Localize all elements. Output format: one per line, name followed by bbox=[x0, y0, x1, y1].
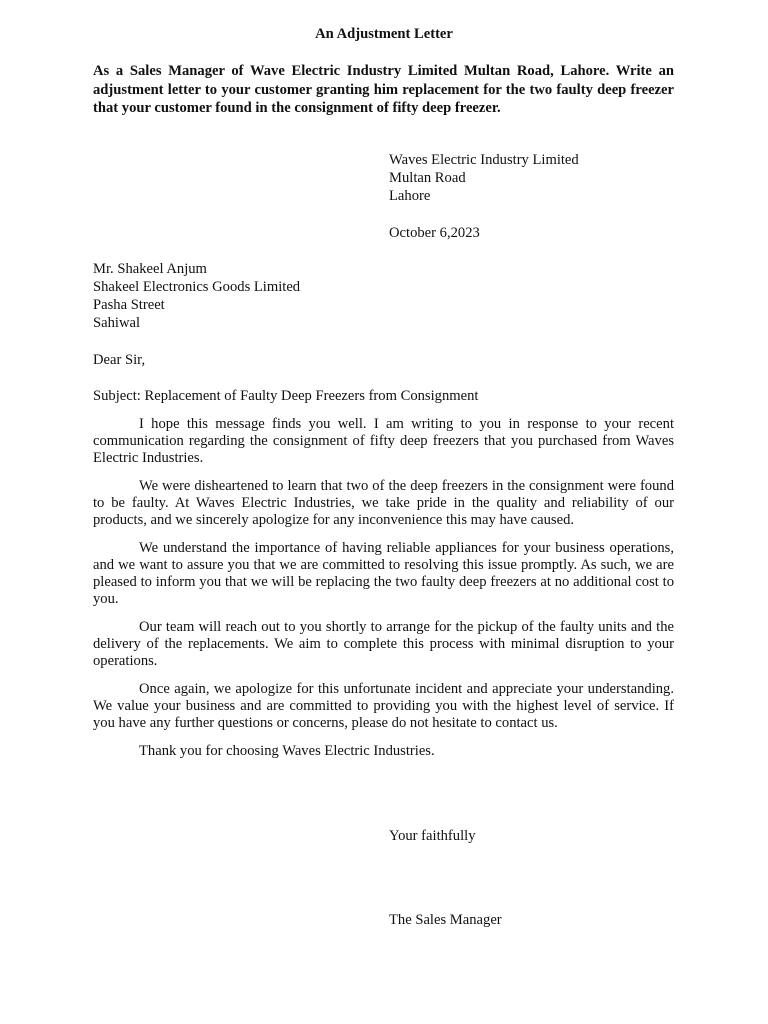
recipient-address-line: Pasha Street bbox=[93, 297, 165, 313]
assignment-prompt: As a Sales Manager of Wave Electric Industry Limited Multan Road, Lahore. Write an adjustment letter to your customer granting him replacement for the two faulty deep freezer that your customer found in the consignment of fifty deep freezer. bbox=[93, 63, 674, 116]
body-paragraph: We were disheartened to learn that two of the deep freezers in the consignment were found to be faulty. At Waves Electric Industries, we take pride in the quality and reliability of our products, and we sincerely apologize for any inconvenience this may have caused. bbox=[93, 478, 674, 528]
recipient-address-line: Mr. Shakeel Anjum bbox=[93, 261, 207, 277]
sender-address-line: Multan Road bbox=[389, 170, 466, 186]
sender-address-line: Lahore bbox=[389, 188, 431, 204]
signature-block: The Sales Manager bbox=[389, 912, 502, 928]
recipient-address-line: Shakeel Electronics Goods Limited bbox=[93, 279, 301, 295]
body-paragraph: Thank you for choosing Waves Electric Industries. bbox=[139, 743, 435, 759]
subject-line: Subject: Replacement of Faulty Deep Freezers from Consignment bbox=[93, 388, 479, 404]
letter-date: October 6,2023 bbox=[389, 225, 480, 241]
body-paragraph: Our team will reach out to you shortly to arrange for the pickup of the faulty units and the delivery of the replacements. We aim to complete this process with minimal disruption to your operations. bbox=[93, 619, 674, 669]
letter-body bbox=[93, 416, 674, 771]
document-title: An Adjustment Letter bbox=[315, 26, 453, 42]
body-paragraph: Once again, we apologize for this unfortunate incident and appreciate your understanding. We value your business and are committed to providing you with the highest level of service. If you have any further questions or concerns, please do not hesitate to contact us. bbox=[93, 681, 674, 731]
recipient-address-line: Sahiwal bbox=[93, 315, 141, 331]
sender-address-line: Waves Electric Industry Limited bbox=[389, 152, 579, 168]
body-paragraph: I hope this message finds you well. I am writing to you in response to your recent communication regarding the consignment of fifty deep freezers that you purchased from Waves Electric Industries. bbox=[93, 416, 674, 466]
salutation: Dear Sir, bbox=[93, 352, 146, 368]
complimentary-close: Your faithfully bbox=[389, 828, 476, 844]
recipient-address bbox=[93, 260, 300, 332]
body-paragraph: We understand the importance of having reliable appliances for your business operations, and we want to assure you that we are committed to resolving this issue promptly. As such, we are pleased to inform you that we will be replacing the two faulty deep freezers at no additional cost to you. bbox=[93, 540, 674, 607]
sender-address bbox=[389, 151, 579, 205]
